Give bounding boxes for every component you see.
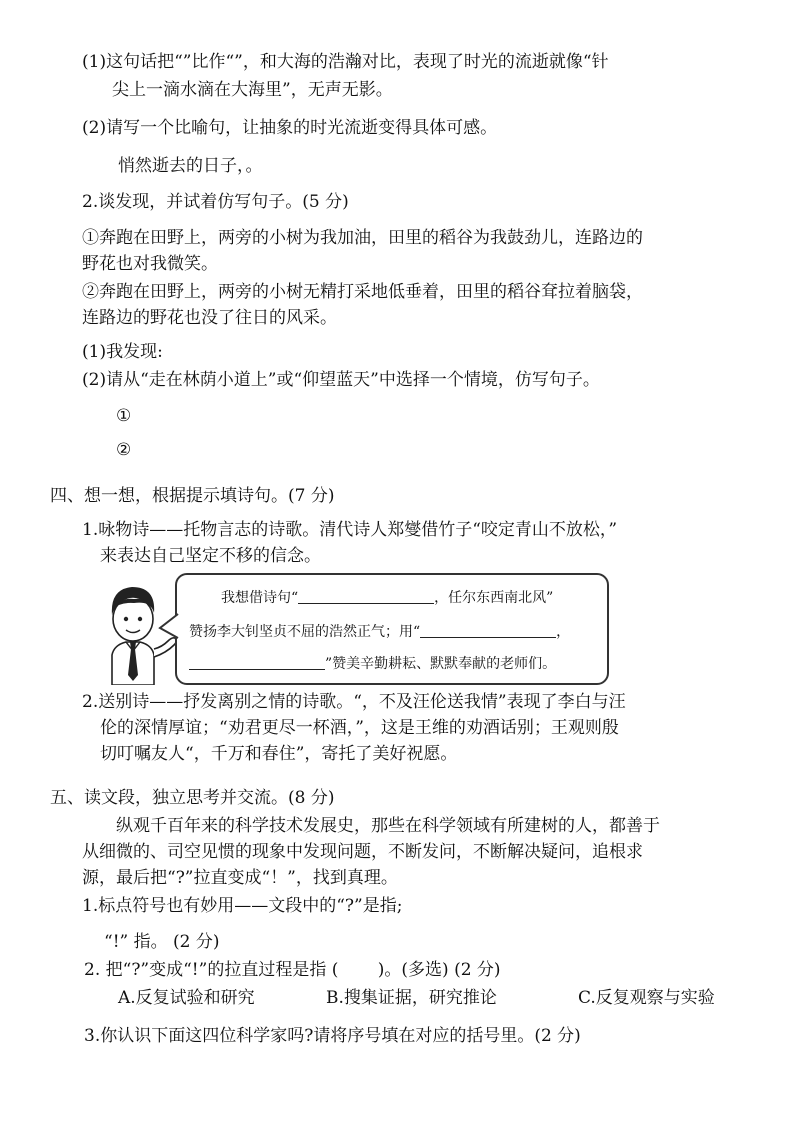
reading-line1: 纵观千百年来的科学技术发展史，那些在科学领域有所建树的人，都善于 [116, 816, 660, 836]
find-prompt: (1)我发现: [82, 342, 163, 362]
section2-title: 2.谈发现，并试着仿写句子。(5 分) [82, 192, 349, 212]
q1-line1: (1)这句话把“”比作“”，和大海的浩瀚对比，表现了时光的流逝就像“针 [82, 52, 609, 72]
bubble-line2: 赞扬李大钊坚贞不屈的浩然正气；用“ ， [189, 621, 570, 642]
answer-circle-2: ② [116, 440, 132, 460]
option-b: B.搜集证据，研究推论 [326, 988, 497, 1008]
reading-q3: 3.你认识下面这四位科学家吗?请将序号填在对应的括号里。(2 分) [84, 1026, 581, 1046]
q2-prompt: (2)请写一个比喻句，让抽象的时光流逝变得具体可感。 [82, 118, 498, 138]
section5-title: 五、读文段，独立思考并交流。(8 分) [50, 788, 335, 808]
example2-line2: 连路边的野花也没了往日的风采。 [82, 308, 337, 328]
option-c: C.反复观察与实验 [578, 988, 715, 1008]
bubble-tail [158, 612, 180, 642]
q1-line2: 尖上一滴水滴在大海里”，无声无影。 [112, 80, 393, 100]
blank-2[interactable] [420, 621, 556, 638]
example1-line1: ①奔跑在田野上，两旁的小树为我加油，田里的稻谷为我鼓劲儿，连路边的 [82, 228, 643, 248]
imitate-prompt: (2)请从“走在林荫小道上”或“仰望蓝天”中选择一个情境，仿写句子。 [82, 370, 600, 390]
speech-bubble [175, 573, 609, 685]
option-a: A.反复试验和研究 [118, 988, 255, 1008]
reading-line2: 从细微的、司空见惯的现象中发现问题，不断发问，不断解决疑问，追根求 [82, 842, 643, 862]
q2-answer-line: 悄然逝去的日子，。 [118, 156, 263, 176]
reading-q2: 2. 把“?”变成“!”的拉直过程是指 ( )。(多选) (2 分) [84, 960, 501, 980]
reading-q1: 1.标点符号也有妙用——文段中的“?”是指; [82, 896, 403, 916]
blank-3[interactable] [189, 653, 325, 670]
section4-title: 四、想一想，根据提示填诗句。(7 分) [50, 486, 335, 506]
example1-line2: 野花也对我微笑。 [82, 254, 218, 274]
reading-line3: 源，最后把“?”拉直变成“！”，找到真理。 [82, 868, 398, 888]
bubble-line1: 我想借诗句“ ，任尔东西南北风” [221, 587, 553, 608]
bubble-line3: ”赞美辛勤耕耘、默默奉献的老师们。 [189, 653, 556, 674]
poem1-line1: 1.咏物诗——托物言志的诗歌。清代诗人郑燮借竹子“咬定青山不放松，” [82, 520, 618, 540]
blank-1[interactable] [298, 587, 434, 604]
poem1-line2: 来表达自己坚定不移的信念。 [100, 546, 321, 566]
example2-line1: ②奔跑在田野上，两旁的小树无精打采地低垂着，田里的稻谷耷拉着脑袋， [82, 282, 643, 302]
poem2-line1: 2.送别诗——抒发离别之情的诗歌。“，不及汪伦送我情”表现了李白与汪 [82, 692, 626, 712]
poem2-line2: 伦的深情厚谊；“劝君更尽一杯酒，”，这是王维的劝酒话别；王观则殷 [100, 718, 619, 738]
poem2-line3: 切叮嘱友人“，千万和春住”，寄托了美好祝愿。 [100, 744, 458, 764]
answer-circle-1: ① [116, 406, 132, 426]
reading-q1-cont: “!” 指。 (2 分) [104, 932, 220, 952]
